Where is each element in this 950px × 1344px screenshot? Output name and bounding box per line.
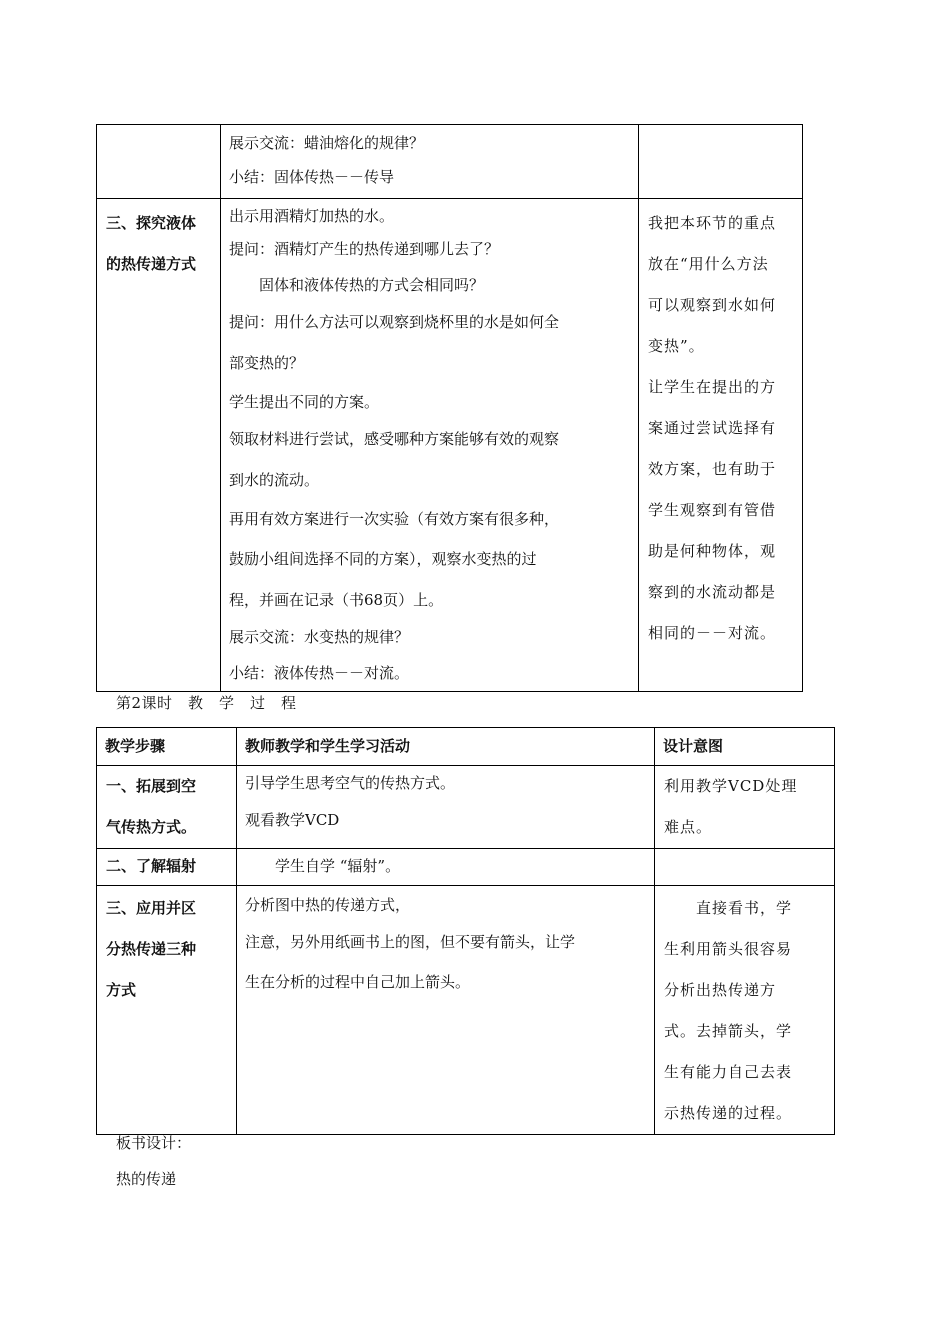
activity-line: 提问：用什么方法可以观察到烧杯里的水是如何全: [229, 313, 560, 331]
activity-line: 展示交流：水变热的规律？: [229, 628, 410, 646]
activity-line: 再用有效方案进行一次实验（有效方案有很多种，: [229, 510, 560, 528]
step-cell: [97, 199, 221, 692]
board-design-label: 板书设计：: [116, 1134, 192, 1152]
activity-line: 展示交流：蜡油熔化的规律？: [229, 134, 425, 152]
lesson-2-caption: 第2课时 教 学 过 程: [116, 694, 297, 712]
step-cell: [97, 886, 237, 1135]
activity-line: 部变热的？: [229, 354, 305, 372]
step-label-line: 分热传递三种: [106, 940, 197, 958]
intent-line: 助是何种物体，观: [648, 542, 777, 560]
intent-line: 察到的水流动都是: [648, 583, 777, 601]
header-step: 教学步骤: [97, 728, 237, 766]
intent-line: 效方案，也有助于: [648, 460, 777, 478]
table-row: [97, 125, 803, 199]
activity-line: 分析图中热的传递方式，: [245, 896, 411, 914]
activity-line: 出示用酒精灯加热的水。: [229, 207, 395, 225]
activity-cell: [237, 766, 655, 849]
header-intent: 设计意图: [655, 728, 835, 766]
step-cell: [97, 766, 237, 849]
intent-line: 式。去掉箭头，学: [664, 1022, 793, 1040]
intent-line: 示热传递的过程。: [664, 1104, 793, 1122]
activity-line: 鼓励小组间选择不同的方案），观察水变热的过: [229, 550, 537, 568]
intent-cell: [639, 125, 803, 199]
intent-cell: [655, 849, 835, 886]
intent-line: 学生观察到有管借: [648, 501, 777, 519]
activity-cell: [221, 125, 639, 199]
intent-line: 案通过尝试选择有: [648, 419, 777, 437]
intent-line: 难点。: [664, 818, 713, 836]
step-cell: [97, 125, 221, 199]
intent-line: 利用教学VCD处理: [664, 777, 798, 795]
activity-line: 程，并画在记录（书68页）上。: [229, 591, 444, 609]
intent-line: 生有能力自己去表: [664, 1063, 793, 1081]
board-title: 热的传递: [116, 1170, 177, 1188]
activity-cell: [237, 886, 655, 1135]
activity-line: 固体和液体传热的方式会相同吗？: [229, 276, 485, 294]
activity-cell: [221, 199, 639, 692]
intent-line: 放在“用什么方法: [648, 255, 769, 273]
intent-line: 让学生在提出的方: [648, 378, 777, 396]
intent-cell: [655, 766, 835, 849]
activity-cell: [237, 849, 655, 886]
activity-line: 小结：固体传热－－传导: [229, 168, 395, 186]
intent-line: 分析出热传递方: [664, 981, 777, 999]
intent-cell: [655, 886, 835, 1135]
table-row: [97, 849, 835, 886]
intent-cell: [639, 199, 803, 692]
activity-line: 到水的流动。: [229, 471, 320, 489]
intent-line: 变热”。: [648, 337, 705, 355]
table-row: [97, 886, 835, 1135]
activity-line: 生在分析的过程中自己加上箭头。: [245, 973, 471, 991]
activity-line: 提问：酒精灯产生的热传递到哪儿去了？: [229, 240, 500, 258]
step-label-line: 三、探究液体: [106, 214, 197, 232]
step-label-line: 一、拓展到空: [106, 777, 197, 795]
activity-line: 引导学生思考空气的传热方式。: [245, 774, 456, 792]
activity-line: 小结：液体传热－－对流。: [229, 664, 410, 682]
activity-line: 注意，另外用纸画书上的图，但不要有箭头，让学: [245, 933, 576, 951]
table-header-row: [97, 728, 835, 766]
intent-line: 可以观察到水如何: [648, 296, 777, 314]
step-label-line: 的热传递方式: [106, 255, 197, 273]
intent-line: 直接看书，学: [664, 899, 793, 917]
step-cell: [97, 849, 237, 886]
table-row: [97, 766, 835, 849]
lesson-table-1: [96, 124, 803, 692]
step-label-line: 三、应用并区: [106, 899, 197, 917]
step-label-line: 方式: [106, 981, 137, 999]
activity-line: 学生自学 “辐射”。: [245, 857, 401, 875]
intent-line: 相同的－－对流。: [648, 624, 777, 642]
activity-line: 观看教学VCD: [245, 811, 340, 829]
header-activity: 教师教学和学生学习活动: [237, 728, 655, 766]
activity-line: 学生提出不同的方案。: [229, 393, 380, 411]
table-row: [97, 199, 803, 692]
step-label-line: 二、了解辐射: [106, 857, 197, 875]
intent-line: 生利用箭头很容易: [664, 940, 793, 958]
intent-line: 我把本环节的重点: [648, 214, 777, 232]
activity-line: 领取材料进行尝试，感受哪种方案能够有效的观察: [229, 430, 560, 448]
step-label-line: 气传热方式。: [106, 818, 197, 836]
lesson-table-2: [96, 727, 835, 1135]
